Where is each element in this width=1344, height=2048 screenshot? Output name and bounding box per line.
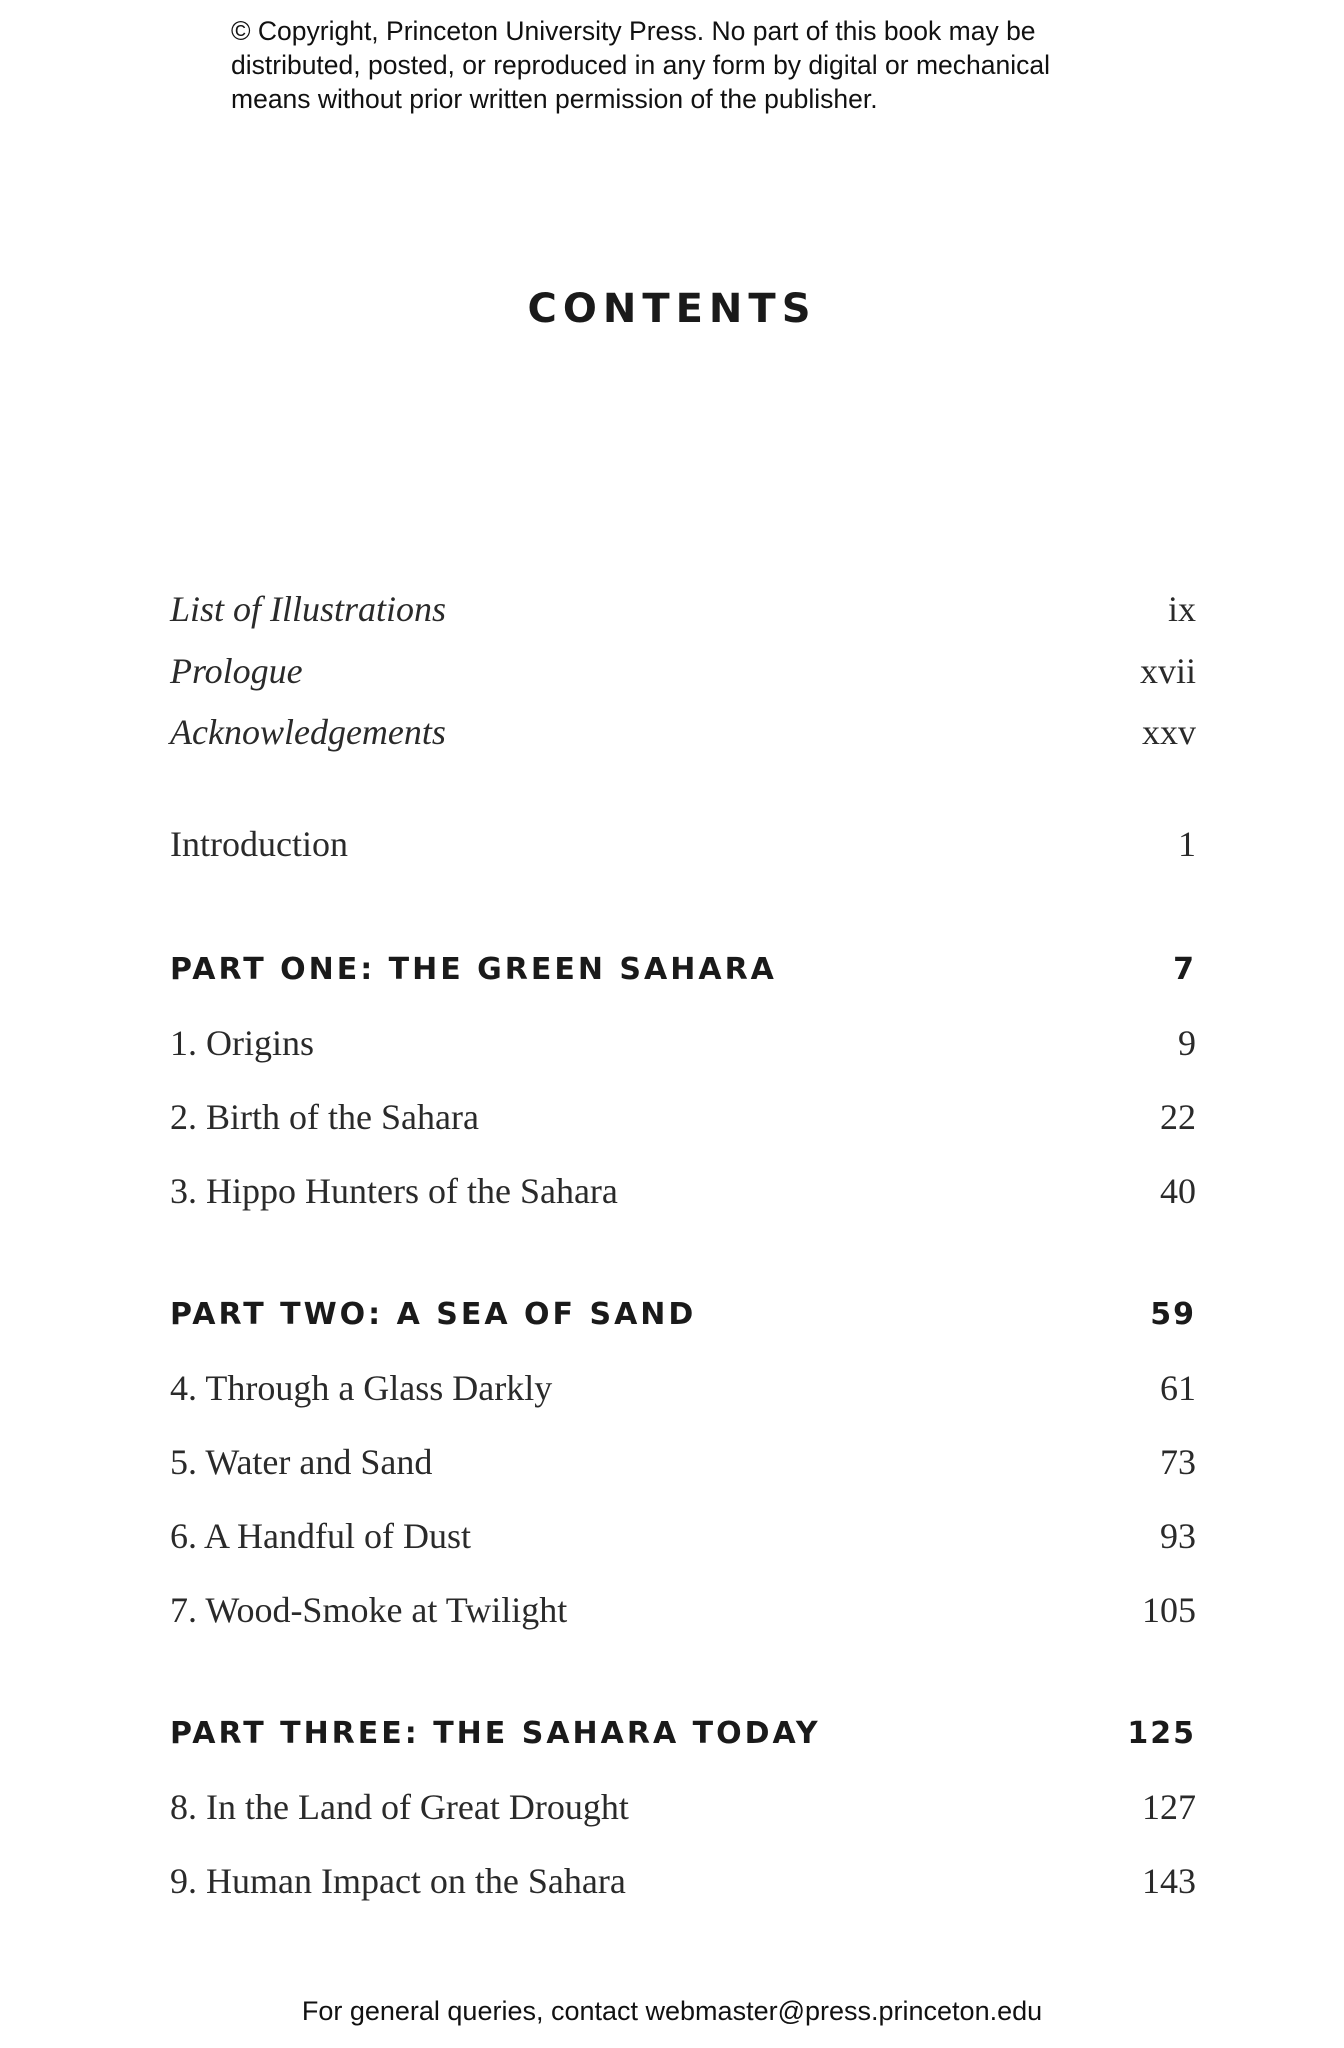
toc-chapter-entry [170, 1367, 1196, 1409]
toc-entry-label: List of Illustrations [170, 589, 447, 629]
copyright-notice [231, 14, 1191, 116]
toc-entry-label: 1. Origins [170, 1023, 314, 1063]
toc-part-label: PART TWO: A SEA OF SAND [170, 1297, 697, 1332]
toc-entry-page: 22 [1160, 1097, 1196, 1137]
toc-part-heading [170, 1297, 1196, 1332]
toc-entry-label: Prologue [170, 651, 303, 691]
toc-entry-label: Acknowledgements [170, 712, 446, 752]
toc-chapter-entry [170, 1096, 1196, 1138]
copyright-line: © Copyright, Princeton University Press. No part of this book may be [231, 16, 1036, 46]
toc-entry-label: 8. In the Land of Great Drought [170, 1787, 629, 1827]
toc-entry-page: 9 [1178, 1023, 1196, 1063]
toc-entry-page: 127 [1142, 1787, 1196, 1827]
toc-entry-label: 3. Hippo Hunters of the Sahara [170, 1171, 618, 1211]
toc-part-page: 59 [1150, 1297, 1196, 1332]
toc-entry-list-of-illustrations [170, 588, 1196, 630]
toc-part-label: PART THREE: THE SAHARA TODAY [170, 1716, 821, 1751]
toc-chapter-entry [170, 1170, 1196, 1212]
toc-entry-introduction [170, 823, 1196, 865]
toc-entry-label: 4. Through a Glass Darkly [170, 1368, 553, 1408]
copyright-line: means without prior written permission of the publisher. [231, 84, 878, 114]
toc-entry-label: 9. Human Impact on the Sahara [170, 1861, 626, 1901]
toc-chapter-entry [170, 1589, 1196, 1631]
toc-entry-label: 5. Water and Sand [170, 1442, 433, 1482]
toc-chapter-entry [170, 1441, 1196, 1483]
page-title: CONTENTS [527, 286, 817, 332]
toc-part-heading [170, 1716, 1196, 1751]
toc-entry-prologue [170, 650, 1196, 692]
toc-entry-page: 61 [1160, 1368, 1196, 1408]
toc-entry-page: 105 [1142, 1590, 1196, 1630]
toc-entry-acknowledgements [170, 711, 1196, 753]
toc-part-label: PART ONE: THE GREEN SAHARA [170, 952, 777, 987]
toc-entry-page: ix [1167, 589, 1196, 629]
toc-entry-label: 6. A Handful of Dust [170, 1516, 471, 1556]
toc-chapter-entry [170, 1786, 1196, 1828]
toc-part-page: 7 [1173, 952, 1196, 987]
toc-entry-page: 143 [1142, 1861, 1196, 1901]
toc-entry-page: xvii [1139, 651, 1196, 691]
toc-entry-label: 2. Birth of the Sahara [170, 1097, 479, 1137]
toc-chapter-entry [170, 1860, 1196, 1902]
toc-chapter-entry [170, 1515, 1196, 1557]
toc-chapter-entry [170, 1022, 1196, 1064]
toc-entry-label: 7. Wood-Smoke at Twilight [170, 1590, 568, 1630]
footer-contact: For general queries, contact webmaster@press.princeton.edu [301, 1996, 1043, 2026]
copyright-line: distributed, posted, or reproduced in any form by digital or mechanical [231, 50, 1050, 80]
toc-entry-label: Introduction [170, 824, 348, 864]
toc-entry-page: 40 [1160, 1171, 1196, 1211]
toc-entry-page: 1 [1178, 824, 1196, 864]
toc-part-page: 125 [1127, 1716, 1196, 1751]
toc-part-heading [170, 952, 1196, 987]
toc-entry-page: 93 [1160, 1516, 1196, 1556]
toc-entry-page: 73 [1160, 1442, 1196, 1482]
toc-entry-page: xxv [1142, 712, 1196, 752]
